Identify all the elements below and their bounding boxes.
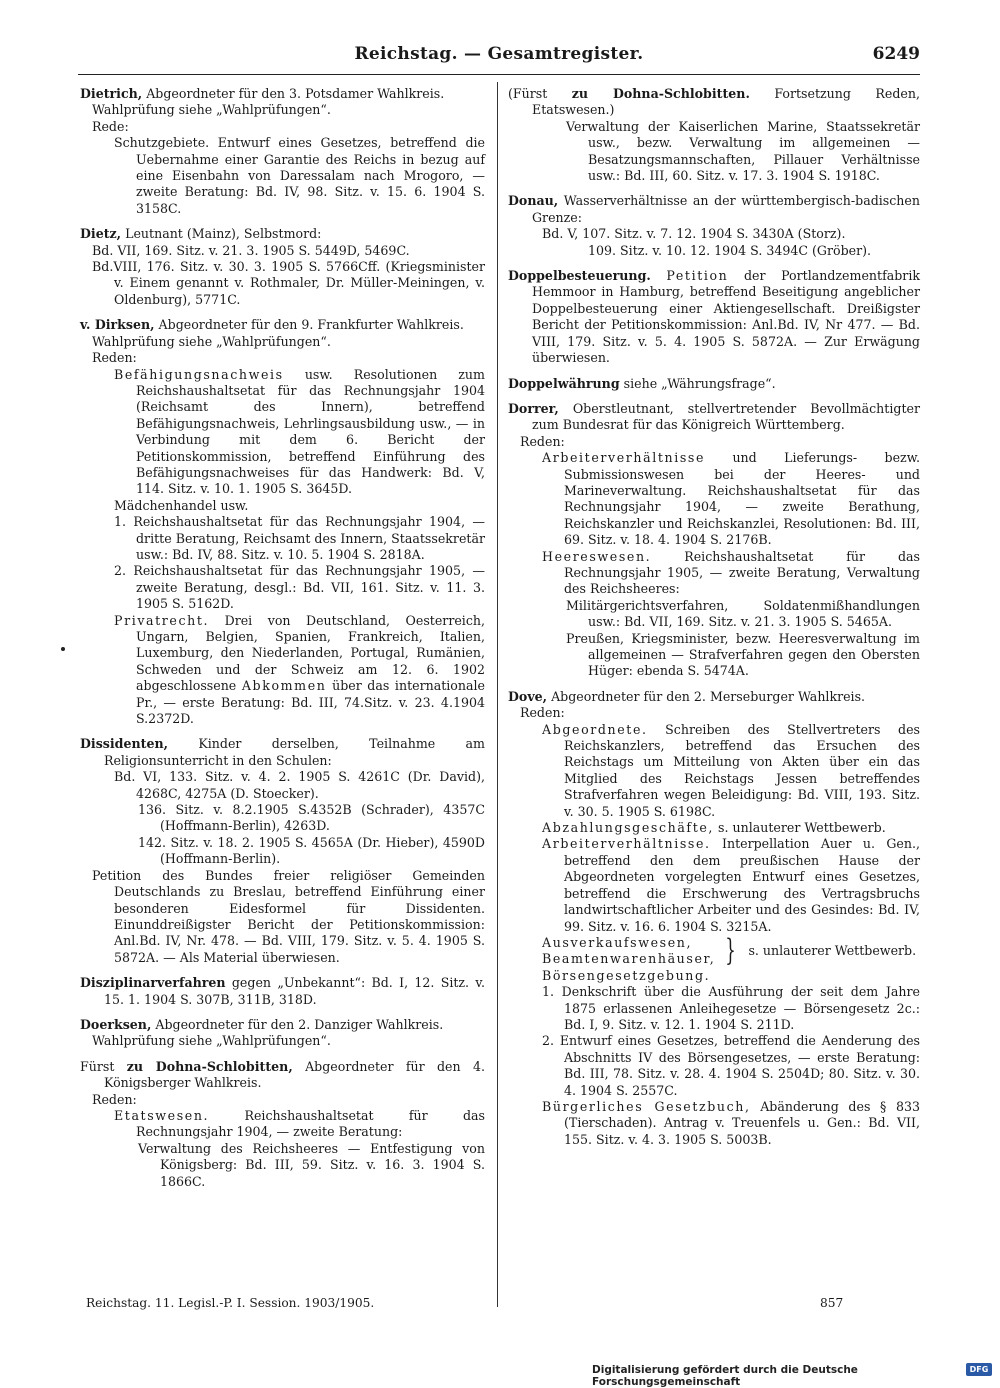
entry-heading-line <box>80 317 485 333</box>
entry-line <box>80 367 485 498</box>
entry-text: Abgeordneter für den 9. Frankfurter Wahlkreis. <box>158 317 464 333</box>
entry-text: Drei von Deutschland, Oesterreich, Ungarn, Belgien, Spanien, Frankreich, Italien, Luxemburg, den Niederlanden, Portugal, Rumänien, Schweden und der Schweiz am 12. 6. 1902 abgeschlossene <box>136 612 485 694</box>
entry-line: Wahlprüfung siehe „Wahlprüfungen“. <box>92 333 331 349</box>
subject-keyword: Mädchenhandel usw. <box>114 497 249 513</box>
entry-keyword: Dissidenten, <box>80 736 169 752</box>
header-rule <box>78 74 920 75</box>
subject-keyword: Bürgerliches Gesetzbuch, <box>542 1098 751 1114</box>
entry-heading-line <box>80 975 485 1008</box>
entry-text: s. unlauterer Wettbewerb. <box>718 820 886 836</box>
right-column <box>508 86 920 1157</box>
entry-heading-line <box>80 86 485 102</box>
entry-text: siehe „Währungsfrage“. <box>623 375 776 391</box>
numbered-item: 2. Entwurf eines Gesetzes, betreffend die Aenderung des Abschnitts IV des Börsengesetzes, — erste Beratung: Bd. III, 78. Sitz. v. 28. 4. 1904 S. 2504D; 80. Sitz. v. 30. 4. 1904 S. 2557C. <box>542 1033 920 1098</box>
subject-keyword: Beamtenwarenhäuser, <box>542 951 716 967</box>
entry-keyword: Dietz, <box>80 226 122 242</box>
entry-dohna-continued <box>508 86 920 184</box>
subject-keyword: Börsengesetzgebung. <box>542 967 711 983</box>
entry-text: Interpellation Auer u. Gen., betreffend den dem preußischen Hause der Abgeordneten vorgelegten Entwurf eines Gesetzes, betreffend die Erschwerung des Vertragsbruchs landwirtschaftlicher Arbeiter und des Gesindes: Bd. IV, 99. Sitz. v. 16. 6. 1904 S. 3215A. <box>564 836 920 934</box>
subject-keyword: Heereswesen. <box>542 548 652 564</box>
entry-line: Petition des Bundes freier religiöser Gemeinden Deutschlands zu Breslau, betreffend Einführung einer besonderen Eidesformel für Dissidenten. Einunddreißigster Bericht der Petitionskommission: Anl.Bd. IV, Nr. 478. — Bd. VIII, 179. Sitz. v. 5. 4. 1905 S. 5872A. — Als Material überwiesen. <box>92 867 485 965</box>
entry-text: Schreiben des Stellvertreters des Reichskanzlers, betreffend das Ersuchen des Reichstags um Mitteilung von Akten über ein das Mitglied des Reichstags Jessen betreffendes Strafverfahren wegen Beleidigung: Bd. VIII, 193. Sitz. v. 30. 5. 1905 S. 6198C. <box>564 721 920 819</box>
entry-text: Wasserverhältnisse an der württembergisch-badischen Grenze: <box>532 193 920 225</box>
entry-keyword: v. Dirksen, <box>80 317 155 333</box>
brace-group <box>508 935 920 968</box>
entry-line: Bd.VIII, 176. Sitz. v. 30. 3. 1905 S. 5766Cff. (Kriegsminister v. Einem genannt v. Rothmaler, Dr. Müller-Meiningen, v. Oldenburg), 5771C. <box>92 259 485 307</box>
subject-keyword: Abkommen <box>241 678 327 694</box>
entry-line: Reden: <box>520 433 565 449</box>
entry-text: Reichshaushaltsetat für das Rechnungsjahr 1904, — zweite Beratung: <box>136 1107 485 1140</box>
entry-text: Abänderung des § 833 (Tierschaden). Antrag v. Treuenfels u. Gen.: Bd. VII, 155. Sitz. v. 4. 3. 1905 S. 5003B. <box>564 1098 920 1147</box>
entry-heading-line <box>508 401 920 434</box>
entry-keyword: Doppelwährung <box>508 375 620 391</box>
entry-text: Abgeordneter für den 2. Merseburger Wahlkreis. <box>551 688 866 704</box>
subject-keyword: Privatrecht. <box>114 612 210 628</box>
subject-keyword: Befähigungsnachweis <box>114 366 284 382</box>
digitization-credit: Digitalisierung gefördert durch die Deutsche Forschungsgemeinschaft <box>592 1364 858 1388</box>
entry-text: usw. Resolutionen zum Reichshaushaltsetat für das Rechnungsjahr 1904 (Reichsamt des Innern), betreffend Befähigungsnachweis, Lehrlingsausbildung usw., — in Verbindung mit dem 6. Bericht der Petitionskommission, betreffend Einführung des Befähigungsnachweises für das Handwerk: Bd. V, 114. Sitz. v. 10. 1. 1905 S. 3645D. <box>136 366 485 497</box>
entry-dorrer <box>508 401 920 680</box>
original-page-number: 857 <box>820 1296 844 1310</box>
entry-doppelwaehrung <box>508 376 920 392</box>
dfg-logo: DFG <box>966 1363 992 1376</box>
numbered-item: 1. Denkschrift über die Ausführung der seit dem Jahre 1875 erlassenen Anleihegesetze — Börsengesetz 2c.: Bd. I, 9. Sitz. v. 12. 1. 1904 S. 211D. <box>542 984 920 1032</box>
entry-line: Preußen, Kriegsminister, bezw. Heeresverwaltung im allgemeinen — Strafverfahren gegen den Obersten Hüger: ebenda S. 5474A. <box>566 630 920 679</box>
entry-line: 109. Sitz. v. 10. 12. 1904 S. 3494C (Gröber). <box>588 242 872 258</box>
subject-keyword: Ausverkaufswesen, <box>542 934 693 950</box>
subject-keyword: Abzahlungsgeschäfte, <box>542 820 715 836</box>
entry-line: 142. Sitz. v. 18. 2. 1905 S. 4565A (Dr. Hieber), 4590D (Hoffmann-Berlin). <box>138 834 485 867</box>
subject-keyword: Abgeordnete. <box>542 721 648 737</box>
entry-text: über das internationale Pr., — erste Beratung: Bd. III, 74.Sitz. v. 23. 4.1904 S.2372D. <box>136 678 485 727</box>
entry-dirksen <box>80 317 485 727</box>
entry-line: Schutzgebiete. Entwurf eines Gesetzes, betreffend die Uebernahme einer Garantie des Reichs in bezug auf eine Eisenbahn von Daressalam nach Mrogoro, — zweite Beratung: Bd. IV, 98. Sitz. v. 15. 6. 1904 S. 3158C. <box>114 135 485 216</box>
entry-keyword: Doerksen, <box>80 1016 152 1032</box>
volume-footnote: Reichstag. 11. Legisl.-P. I. Session. 1903/1905. <box>86 1296 375 1310</box>
brace-items <box>542 935 715 968</box>
entry-keyword: Disziplinarverfahren <box>80 975 226 991</box>
entry-line <box>508 836 920 934</box>
entry-text: s. unlauterer Wettbewerb. <box>748 943 917 959</box>
entry-heading-line <box>80 226 485 242</box>
numbered-item: 2. Reichshaushaltsetat für das Rechnungsjahr 1905, — zweite Beratung, desgl.: Bd. VII, 161. Sitz. v. 11. 3. 1905 S. 5162D. <box>114 563 485 612</box>
entry-line <box>80 1108 485 1141</box>
entry-heading-line <box>80 1017 485 1033</box>
entry-heading-line <box>508 86 920 119</box>
entry-keyword: zu Dohna-Schlobitten, <box>126 1058 293 1074</box>
entry-text: Abgeordneter für den 2. Danziger Wahlkreis. <box>155 1016 444 1032</box>
subject-keyword: Petition <box>666 268 729 284</box>
brace-glyph: } <box>725 933 737 969</box>
entry-doerksen <box>80 1017 485 1050</box>
entry-dietz <box>80 226 485 308</box>
entry-keyword: Donau, <box>508 193 559 209</box>
subject-keyword: Etatswesen. <box>114 1107 210 1123</box>
entry-line: Reden: <box>92 1091 137 1107</box>
entry-line: Verwaltung des Reichsheeres — Entfestigung von Königsberg: Bd. III, 59. Sitz. v. 16. 3. 1904 S. 1866C. <box>138 1140 485 1189</box>
entry-text: Oberstleutnant, stellvertretender Bevollmächtigter zum Bundesrat für das Königreich Württemberg. <box>532 400 920 433</box>
entry-text: gegen „Unbekannt“: Bd. I, 12. Sitz. v. 15. 1. 1904 S. 307B, 311B, 318D. <box>104 975 485 1007</box>
entry-text: Abgeordneter für den 4. Königsberger Wahlkreis. <box>104 1058 485 1091</box>
entry-line: Bd. VI, 133. Sitz. v. 4. 2. 1905 S. 4261C (Dr. David), 4268C, 4275A (D. Stoecker). <box>114 769 485 801</box>
entry-line: Verwaltung der Kaiserlichen Marine, Staatssekretär usw., bezw. Verwaltung im allgemeinen — Besatzungsmannschaften, Pillauer Verhältnisse usw.: Bd. III, 60. Sitz. v. 17. 3. 1904 S. 1918C. <box>566 118 920 184</box>
entry-heading-line <box>508 268 920 366</box>
entry-text: und Lieferungs- bezw. Submissionswesen bei der Heeres- und Marineverwaltung. Reichshaushaltsetat für das Rechnungsjahr 1904, — zweite Berathung, Reichskanzler und Reichskanzlei, Resolutionen: Bd. III, 69. Sitz. v. 18. 4. 1904 S. 2176B. <box>564 450 920 548</box>
entry-donau <box>508 193 920 259</box>
entry-text: Kinder derselben, Teilnahme am Religionsunterricht in den Schulen: <box>104 736 485 768</box>
left-column <box>80 86 485 1199</box>
entry-line: Wahlprüfung siehe „Wahlprüfungen“. <box>92 1033 331 1049</box>
entry-keyword: Dorrer, <box>508 400 559 416</box>
entry-dietrich <box>80 86 485 217</box>
entry-heading-line <box>508 689 920 705</box>
entry-line <box>508 722 920 820</box>
entry-disziplinarverfahren <box>80 975 485 1008</box>
entry-heading-line <box>80 736 485 769</box>
entry-dove <box>508 689 920 1148</box>
entry-prefix: (Fürst <box>508 86 548 101</box>
entry-keyword: Dove, <box>508 688 548 704</box>
entry-line <box>508 1099 920 1148</box>
entry-line: 136. Sitz. v. 8.2.1905 S.4352B (Schrader), 4357C (Hoffmann-Berlin), 4263D. <box>138 802 485 834</box>
entry-prefix: Fürst <box>80 1058 115 1074</box>
entry-heading-line <box>80 1059 485 1092</box>
entry-line <box>508 450 920 548</box>
entry-line: Rede: <box>92 118 129 134</box>
page-header <box>78 44 920 72</box>
numbered-item: 1. Reichshaushaltsetat für das Rechnungsjahr 1904, — dritte Beratung, Reichsamt des Innern, Staatssekretär usw.: Bd. IV, 88. Sitz. v. 10. 5. 1904 S. 2818A. <box>114 514 485 562</box>
subject-keyword: Arbeiterverhältnisse <box>542 450 706 466</box>
entry-text: Leutnant (Mainz), Selbstmord: <box>125 226 322 242</box>
entry-dohna-schlobitten <box>80 1059 485 1190</box>
subject-keyword: Arbeiterverhältnisse. <box>542 836 711 852</box>
entry-line: Bd. V, 107. Sitz. v. 7. 12. 1904 S. 3430A (Storz). <box>542 226 846 242</box>
margin-dot <box>61 647 65 651</box>
entry-line: Militärgerichtsverfahren, Soldatenmißhandlungen usw.: Bd. VII, 169. Sitz. v. 21. 3. 1905 S. 5465A. <box>566 597 920 630</box>
entry-text: Abgeordneter für den 3. Potsdamer Wahlkreis. <box>146 86 445 101</box>
entry-keyword: Doppelbesteuerung. <box>508 268 651 284</box>
entry-line <box>508 820 920 836</box>
entry-text: Fortsetzung Reden, Etatswesen.) <box>532 86 920 118</box>
entry-keyword: zu Dohna-Schlobitten. <box>571 86 750 101</box>
entry-text: der Portlandzementfabrik Hemmoor in Hamburg, betreffend Beseitigung angeblicher Doppelbesteuerung einer Aktiengesellschaft. Dreißigster Bericht der Petitionskommission: Anl.Bd. IV, Nr 477. — Bd. VIII, 179. Sitz. v. 5. 4. 1905 S. 5872A. — Zur Erwägung überwiesen. <box>532 268 920 366</box>
page-number: 6249 <box>872 44 920 64</box>
running-title: Reichstag. — Gesamtregister. <box>354 44 644 64</box>
entry-line: Wahlprüfung siehe „Wahlprüfungen“. <box>92 102 331 118</box>
entry-keyword: Dietrich, <box>80 86 143 101</box>
entry-dissidenten <box>80 736 485 966</box>
entry-heading-line <box>508 193 920 226</box>
entry-heading-line <box>508 376 920 392</box>
entry-doppelbesteuerung <box>508 268 920 366</box>
entry-line <box>80 613 485 728</box>
entry-line: Bd. VII, 169. Sitz. v. 21. 3. 1905 S. 5449D, 5469C. <box>92 242 410 258</box>
entry-line <box>508 549 920 598</box>
entry-text: Reichshaushaltsetat für das Rechnungsjahr 1905, — zweite Beratung, Verwaltung des Reichsheeres: <box>564 548 920 597</box>
entry-line: Reden: <box>92 350 137 366</box>
column-divider <box>497 82 498 1307</box>
entry-line: Reden: <box>520 705 565 721</box>
